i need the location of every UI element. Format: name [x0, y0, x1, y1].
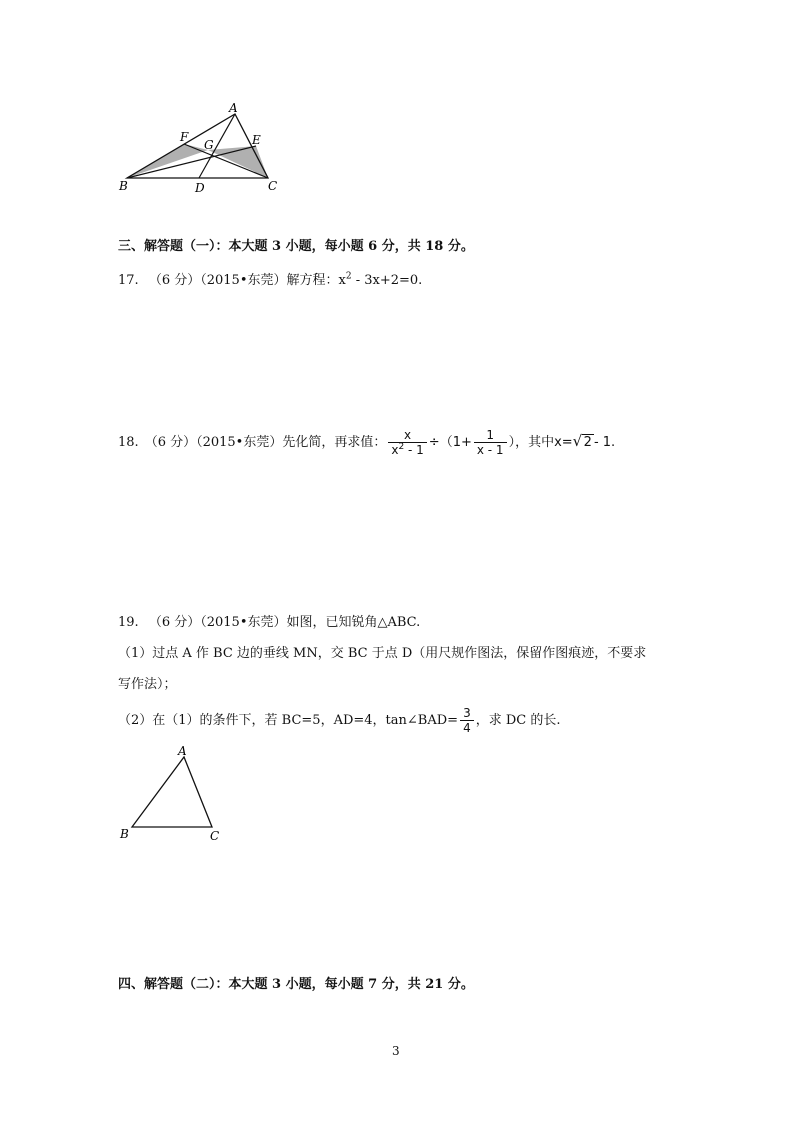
q18-paren-close: ），其中	[508, 434, 555, 450]
q19-part2	[118, 706, 560, 735]
q18-divide: ÷	[428, 434, 440, 450]
q19-part2-suffix: ，求 DC 的长.	[475, 712, 561, 728]
q18-tail: - 1.	[593, 434, 616, 450]
q18-number: 18.	[118, 434, 139, 450]
label-c: C	[268, 179, 278, 193]
q18-sqrt: √ 2	[572, 431, 592, 450]
q18-x-eq: x=	[554, 434, 573, 450]
q17-number: 17.	[118, 273, 139, 288]
question-18	[118, 428, 615, 457]
label-d: D	[195, 181, 205, 195]
question-19-title	[118, 614, 420, 632]
fig2-label-b: B	[120, 827, 129, 841]
label-a: A	[229, 101, 238, 115]
question-17	[118, 272, 422, 290]
section-4-heading: 四、解答题（二）：本大题 3 小题，每小题 7 分，共 21 分。	[118, 977, 474, 992]
q19-fraction: $\frac{3}{4}$	[460, 706, 474, 735]
q19-part2-prefix: （2）在（1）的条件下，若 BC=5，AD=4，tan∠BAD=	[118, 712, 459, 728]
label-f: F	[180, 130, 189, 144]
q17-equation: $x^2 - 3x+2=0$.	[338, 271, 423, 288]
fig2-label-c: C	[210, 829, 220, 842]
triangle-abc-2	[132, 757, 212, 827]
q19-number: 19.	[118, 615, 139, 630]
page-number: 3	[392, 1044, 400, 1058]
figure-acute-triangle-abc	[112, 742, 232, 842]
q18-paren-open: （1+	[439, 434, 472, 450]
q19-part1-line1: （1）过点 A 作 BC 边的垂线 MN，交 BC 于点 D（用尺规作图法，保留作图痕迹，不要求	[118, 646, 647, 661]
q19-part1-line2: 写作法）；	[118, 677, 177, 692]
q18-meta: （6 分）（2015•东莞）先化简，再求值：	[144, 434, 387, 450]
q18-fraction-1: $\frac{x}{x^2 - 1}$	[388, 428, 426, 457]
fig2-label-a: A	[178, 744, 187, 758]
figure-triangle-abc-shaded	[110, 100, 290, 195]
q18-fraction-2: $\frac{1}{x - 1}$	[474, 428, 507, 457]
label-b: B	[119, 179, 128, 193]
label-g: G	[204, 138, 214, 152]
q19-meta: （6 分）（2015•东莞）如图，已知锐角△ABC.	[148, 615, 421, 630]
q17-meta: （6 分）（2015•东莞）解方程：	[148, 273, 339, 288]
label-e: E	[252, 133, 261, 147]
section-3-heading: 三、解答题（一）：本大题 3 小题，每小题 6 分，共 18 分。	[118, 239, 474, 254]
